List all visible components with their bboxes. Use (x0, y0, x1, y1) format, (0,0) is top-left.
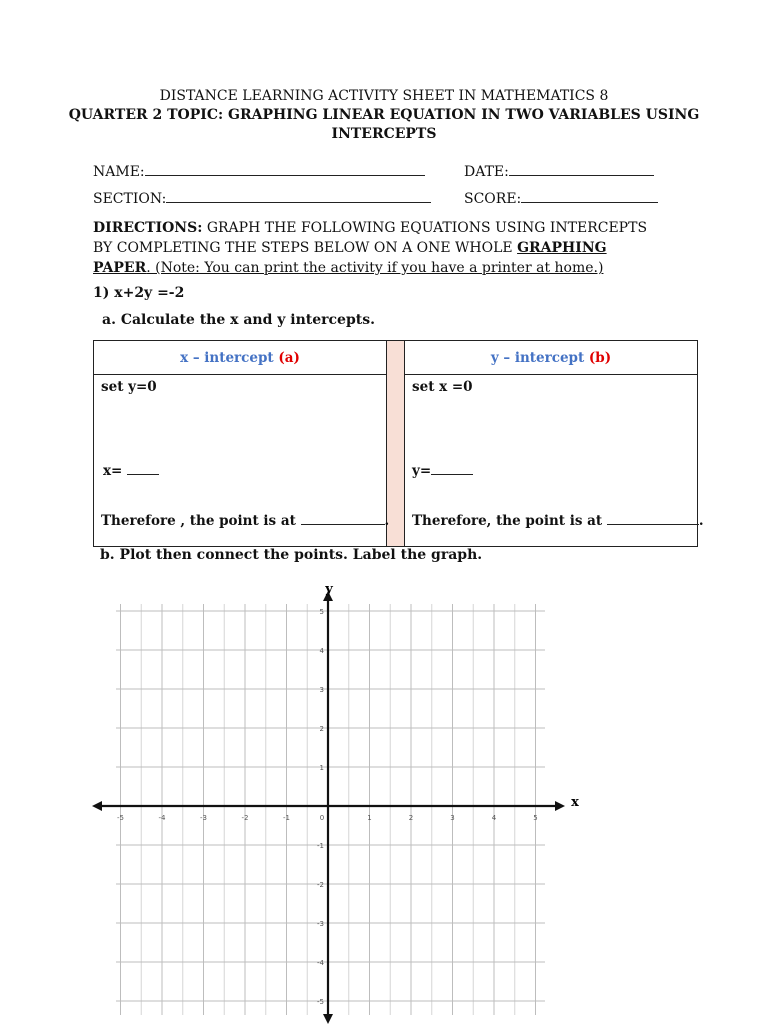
y-tick-label: -2 (317, 881, 324, 889)
directions-label: DIRECTIONS: (93, 220, 203, 236)
date-field[interactable] (464, 163, 654, 180)
x-tick-label: 3 (450, 814, 455, 822)
date-label: DATE: (464, 164, 509, 180)
section-label: SECTION: (93, 191, 167, 207)
y-intercept-title: y – intercept (490, 349, 585, 366)
y-axis-arrow-down (323, 1014, 333, 1024)
x-intercept-cell[interactable] (94, 375, 390, 547)
coordinate-grid[interactable] (0, 575, 768, 1024)
x-tick-label: -4 (158, 814, 166, 822)
x-value-line (103, 463, 159, 479)
x-tick-label: 5 (533, 814, 538, 822)
x-tick-label: 2 (408, 814, 414, 822)
directions-paragraph (93, 218, 663, 278)
y-tick-label: 2 (319, 725, 324, 733)
y-axis-label: y (325, 582, 333, 597)
y-intercept-header (405, 341, 698, 375)
y-set-step: set x =0 (412, 379, 473, 395)
y-therefore-line: Therefore, the point is at . (412, 513, 704, 529)
y-tick-label: 1 (319, 764, 324, 772)
y-tick-label: -4 (317, 959, 324, 967)
x-set-step: set y=0 (101, 379, 157, 395)
x-tick-label: 1 (367, 814, 372, 822)
y-tick-label: 3 (319, 686, 324, 694)
worksheet-title: DISTANCE LEARNING ACTIVITY SHEET IN MATHEMATICS 8 (159, 88, 609, 104)
section-field[interactable] (93, 190, 431, 207)
x-intercept-tag: (a) (278, 349, 300, 366)
x-axis-arrow-right (555, 801, 565, 811)
directions-note: . (Note: You can print the activity if you have a printer at home.) (146, 260, 604, 276)
y-tick-label: 5 (319, 608, 324, 616)
name-field[interactable] (93, 163, 425, 180)
x-axis-label: x (571, 795, 579, 810)
x-intercept-header (94, 341, 387, 375)
directions-emphasis: GRAPHING PAPER (93, 240, 607, 276)
directions-text: GRAPH THE FOLLOWING EQUATIONS USING INTERCEPTS BY COMPLETING THE STEPS BELOW ON A ONE WHOLE (93, 220, 648, 256)
topic-line-1: QUARTER 2 TOPIC: GRAPHING LINEAR EQUATION IN TWO VARIABLES USING (68, 107, 700, 123)
y-tick-label: -1 (317, 842, 324, 850)
x-tick-label: 0 (319, 814, 325, 822)
part-a-instruction: a. Calculate the x and y intercepts. (102, 312, 375, 328)
x-therefore-line: Therefore , the point is at . (101, 513, 390, 529)
x-intercept-title: x – intercept (180, 349, 274, 366)
grid-lines (116, 604, 545, 1015)
y-tick-label: -5 (317, 998, 324, 1006)
part-b-instruction: b. Plot then connect the points. Label the graph. (100, 547, 483, 563)
y-intercept-cell[interactable] (405, 375, 704, 547)
x-tick-label: -1 (283, 814, 290, 822)
problem-number: 1) x+2y =-2 (93, 285, 185, 301)
score-field[interactable] (464, 190, 658, 207)
intercept-table (93, 340, 704, 547)
x-tick-label: 4 (491, 814, 497, 822)
x-therefore-text: Therefore , the point is at (101, 513, 296, 529)
topic-line-2: INTERCEPTS (331, 126, 437, 142)
y-value-label: y= (412, 463, 432, 479)
score-label: SCORE: (464, 191, 522, 207)
x-axis-arrow-left (92, 801, 102, 811)
x-tick-label: -2 (241, 814, 249, 822)
y-tick-label: 4 (319, 647, 324, 655)
y-therefore-text: Therefore, the point is at (412, 513, 603, 529)
x-tick-label: -5 (117, 814, 124, 822)
x-value-label: x= (103, 463, 123, 479)
y-tick-label: -3 (317, 920, 324, 928)
y-value-line (412, 463, 473, 479)
x-tick-label: -3 (200, 814, 207, 822)
y-intercept-tag: (b) (588, 349, 612, 366)
name-label: NAME: (93, 164, 145, 180)
